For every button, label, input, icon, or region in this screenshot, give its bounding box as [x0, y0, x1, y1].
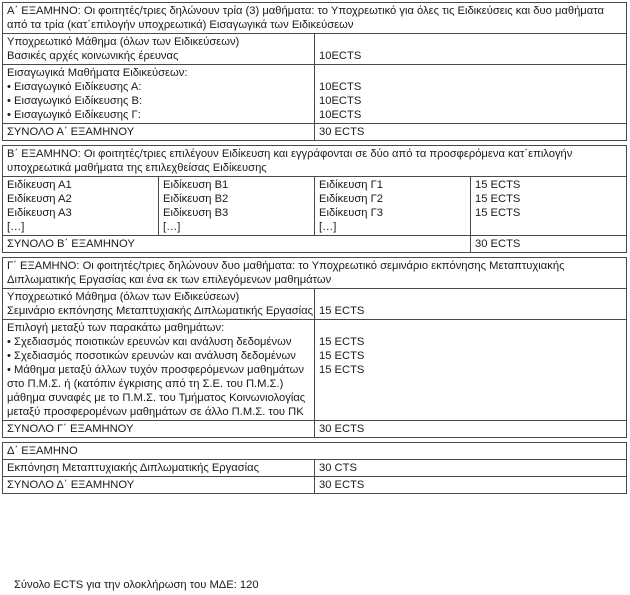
semester-a-total-label: ΣΥΝΟΛΟ Α΄ ΕΞΑΜΗΝΟΥ: [3, 124, 315, 141]
semester-c-choice-item: • Σχεδιασμός ποιοτικών ερευνών και ανάλυση δεδομένων: [7, 336, 292, 348]
semester-b-specialization-b: [159, 177, 315, 236]
semester-c-choice-ects: 15 ECTS: [319, 350, 365, 362]
semester-d-total-ects: 30 ECTS: [315, 477, 627, 494]
semester-c-compulsory-title: Υποχρεωτικό Μάθημα (όλων των Ειδικεύσεων): [7, 291, 240, 303]
semester-a-intro-title: Εισαγωγικά Μαθήματα Ειδικεύσεων:: [7, 67, 188, 79]
semester-d-total-label: ΣΥΝΟΛΟ Δ΄ ΕΞΑΜΗΝΟΥ: [3, 477, 315, 494]
semester-c-table: [2, 257, 627, 438]
semester-c-choice-ects-cell: [315, 320, 627, 421]
specialization-item: Ειδίκευση Β1: [163, 179, 229, 191]
specialization-item: Ειδίκευση Α2: [7, 193, 72, 205]
semester-c-header: Γ΄ ΕΞΑΜΗΝΟ: Οι φοιτητές/τριες δηλώνουν δυο μαθήματα: το Υποχρεωτικό σεμινάριο εκπόνησης Μεταπτυχιακής Διπλωματικής Εργασίας και ένα εκ των επιλεγόμενων μαθημάτων: [3, 258, 627, 289]
semester-b-ects-cell: [471, 177, 627, 236]
semester-a-total-ects: 30 ECTS: [315, 124, 627, 141]
specialization-item: Ειδίκευση Β3: [163, 207, 229, 219]
semester-c-compulsory-ects: 15 ECTS: [319, 305, 365, 317]
semester-a-intro-cell: [3, 65, 315, 124]
semester-a-intro-ects: 10ECTS: [319, 95, 362, 107]
specialization-item: Ειδίκευση Α3: [7, 207, 72, 219]
specialization-item: Ειδίκευση Γ1: [319, 179, 383, 191]
semester-a-intro-ects: 10ECTS: [319, 109, 362, 121]
semester-d-table: [2, 442, 627, 494]
semester-b-table: [2, 145, 627, 253]
semester-b-header: Β΄ ΕΞΑΜΗΝΟ: Οι φοιτητές/τριες επιλέγουν Ειδίκευση και εγγράφονται σε δύο από τα προσφερόμενα κατ΄επιλογήν υποχρεωτικά μαθήματα της επιλεχθείσας Ειδίκευσης: [3, 146, 627, 177]
semester-a-intro-item: • Εισαγωγικό Ειδίκευσης Α:: [7, 81, 142, 93]
semester-c-choice-cell: [3, 320, 315, 421]
specialization-ects: 15 ECTS: [475, 193, 521, 205]
semester-a-intro-ects-cell: [315, 65, 627, 124]
semester-a-compulsory-course: Βασικές αρχές κοινωνικής έρευνας: [7, 50, 179, 62]
semester-a-compulsory-cell: [3, 34, 315, 65]
semester-c-choice-ects: 15 ECTS: [319, 336, 365, 348]
specialization-item: Ειδίκευση Γ2: [319, 193, 383, 205]
specialization-ellipsis: […]: [7, 221, 25, 233]
specialization-ects: 15 ECTS: [475, 179, 521, 191]
semester-d-course: Εκπόνηση Μεταπτυχιακής Διπλωματικής Εργασίας: [3, 460, 315, 477]
semester-a-intro-ects: 10ECTS: [319, 81, 362, 93]
curriculum-document: [2, 2, 627, 498]
semester-b-total-ects: 30 ECTS: [471, 236, 627, 253]
semester-c-compulsory-ects-cell: [315, 289, 627, 320]
semester-d-course-ects: 30 CTS: [315, 460, 627, 477]
semester-b-total-label: ΣΥΝΟΛΟ Β΄ ΕΞΑΜΗΝΟΥ: [3, 236, 471, 253]
semester-a-header: Α΄ ΕΞΑΜΗΝΟ: Οι φοιτητές/τριες δηλώνουν τρία (3) μαθήματα: το Υποχρεωτικό για όλες τις Ειδικεύσεις και δυο μαθήματα από τα τρία (κατ΄επιλογήν υποχρεωτικά) Εισαγωγικά των Ειδικεύσεων: [3, 3, 627, 34]
semester-a-compulsory-ects-cell: [315, 34, 627, 65]
semester-c-choice-item: • Μάθημα μεταξύ άλλων τυχόν προσφερόμενων μαθημάτων στο Π.Μ.Σ. ή (κατόπιν έγκρισης από τη Σ.Ε. του Π.Μ.Σ.) μάθημα συναφές με το Π.Μ.Σ. του Τμήματος Κοινωνιολογίας μεταξύ προσφερομένων μαθημάτων σε άλλο Π.Μ.Σ. του ΠΚ: [7, 364, 306, 418]
semester-c-compulsory-cell: [3, 289, 315, 320]
semester-c-choice-title: Επιλογή μεταξύ των παρακάτω μαθημάτων:: [7, 322, 225, 334]
semester-a-intro-item: • Εισαγωγικό Ειδίκευσης Β:: [7, 95, 143, 107]
specialization-ects: 15 ECTS: [475, 207, 521, 219]
specialization-ellipsis: […]: [163, 221, 181, 233]
semester-c-choice-ects: 15 ECTS: [319, 364, 365, 376]
semester-a-compulsory-title: Υποχρεωτικό Μάθημα (όλων των Ειδικεύσεων): [7, 36, 240, 48]
semester-c-choice-item: • Σχεδιασμός ποσοτικών ερευνών και ανάλυση δεδομένων: [7, 350, 296, 362]
semester-d-header: Δ΄ ΕΞΑΜΗΝΟ: [3, 443, 627, 460]
semester-b-specialization-a: [3, 177, 159, 236]
specialization-ellipsis: […]: [319, 221, 337, 233]
specialization-item: Ειδίκευση Α1: [7, 179, 72, 191]
semester-a-intro-item: • Εισαγωγικό Ειδίκευσης Γ:: [7, 109, 141, 121]
total-ects-footer: Σύνολο ECTS για την ολοκλήρωση του ΜΔΕ: 120: [14, 579, 259, 591]
semester-a-compulsory-ects: 10ECTS: [319, 50, 362, 62]
semester-a-table: [2, 2, 627, 141]
specialization-item: Ειδίκευση Β2: [163, 193, 229, 205]
semester-c-total-ects: 30 ECTS: [315, 421, 627, 438]
semester-b-specialization-c: [315, 177, 471, 236]
specialization-item: Ειδίκευση Γ3: [319, 207, 383, 219]
semester-c-compulsory-course: Σεμινάριο εκπόνησης Μεταπτυχιακής Διπλωματικής Εργασίας: [7, 305, 313, 317]
semester-c-total-label: ΣΥΝΟΛΟ Γ΄ ΕΞΑΜΗΝΟΥ: [3, 421, 315, 438]
